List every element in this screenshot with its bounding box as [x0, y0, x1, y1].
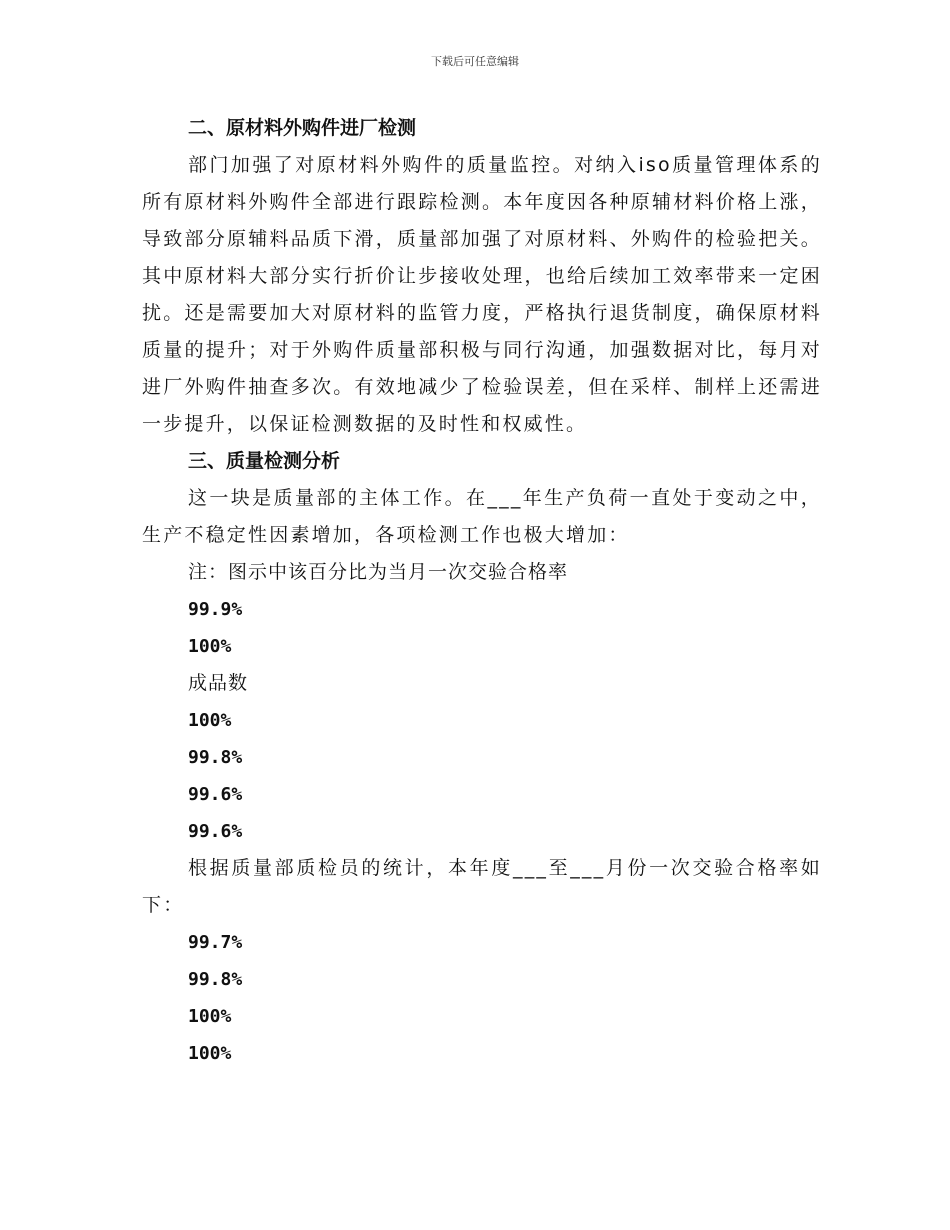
pass-rate-value: 100%	[188, 1006, 232, 1027]
pass-rate-value: 99.7%	[188, 932, 243, 953]
pass-rate-value: 99.6%	[188, 821, 243, 842]
finished-products-label: 成品数	[188, 672, 249, 694]
statistics-paragraph: 根据质量部质检员的统计，本年度___至___月份一次交验合格率如下：	[142, 857, 822, 916]
section-heading-quality-analysis: 三、质量检测分析	[188, 450, 341, 472]
pass-rate-value: 100%	[188, 1043, 232, 1064]
page-header-note: 下载后可任意编辑	[431, 55, 519, 68]
raw-materials-paragraph: 部门加强了对原材料外购件的质量监控。对纳入iso质量管理体系的所有原材料外购件全部进行跟踪检测。本年度因各种原辅材料价格上涨，导致部分原辅料品质下滑，质量部加强了对原材料、外购件的检验把关。其中原材料大部分实行折价让步接收处理，也给后续加工效率带来一定困扰。还是需要加大对原材料的监管力度，严格执行退货制度，确保原材料质量的提升；对于外购件质量部积极与同行沟通，加强数据对比，每月对进厂外购件抽查多次。有效地减少了检验误差，但在采样、制样上还需进一步提升，以保证检测数据的及时性和权威性。	[142, 154, 822, 435]
pass-rate-value: 100%	[188, 710, 232, 731]
quality-analysis-paragraph: 这一块是质量部的主体工作。在___年生产负荷一直处于变动之中，生产不稳定性因素增加，各项检测工作也极大增加：	[142, 487, 822, 546]
document-body	[142, 110, 822, 1072]
chart-note: 注：图示中该百分比为当月一次交验合格率	[188, 561, 569, 583]
pass-rate-value: 99.8%	[188, 969, 243, 990]
pass-rate-value: 100%	[188, 636, 232, 657]
pass-rate-value: 99.9%	[188, 599, 243, 620]
section-heading-raw-materials: 二、原材料外购件进厂检测	[188, 117, 417, 139]
pass-rate-value: 99.6%	[188, 784, 243, 805]
pass-rate-value: 99.8%	[188, 747, 243, 768]
